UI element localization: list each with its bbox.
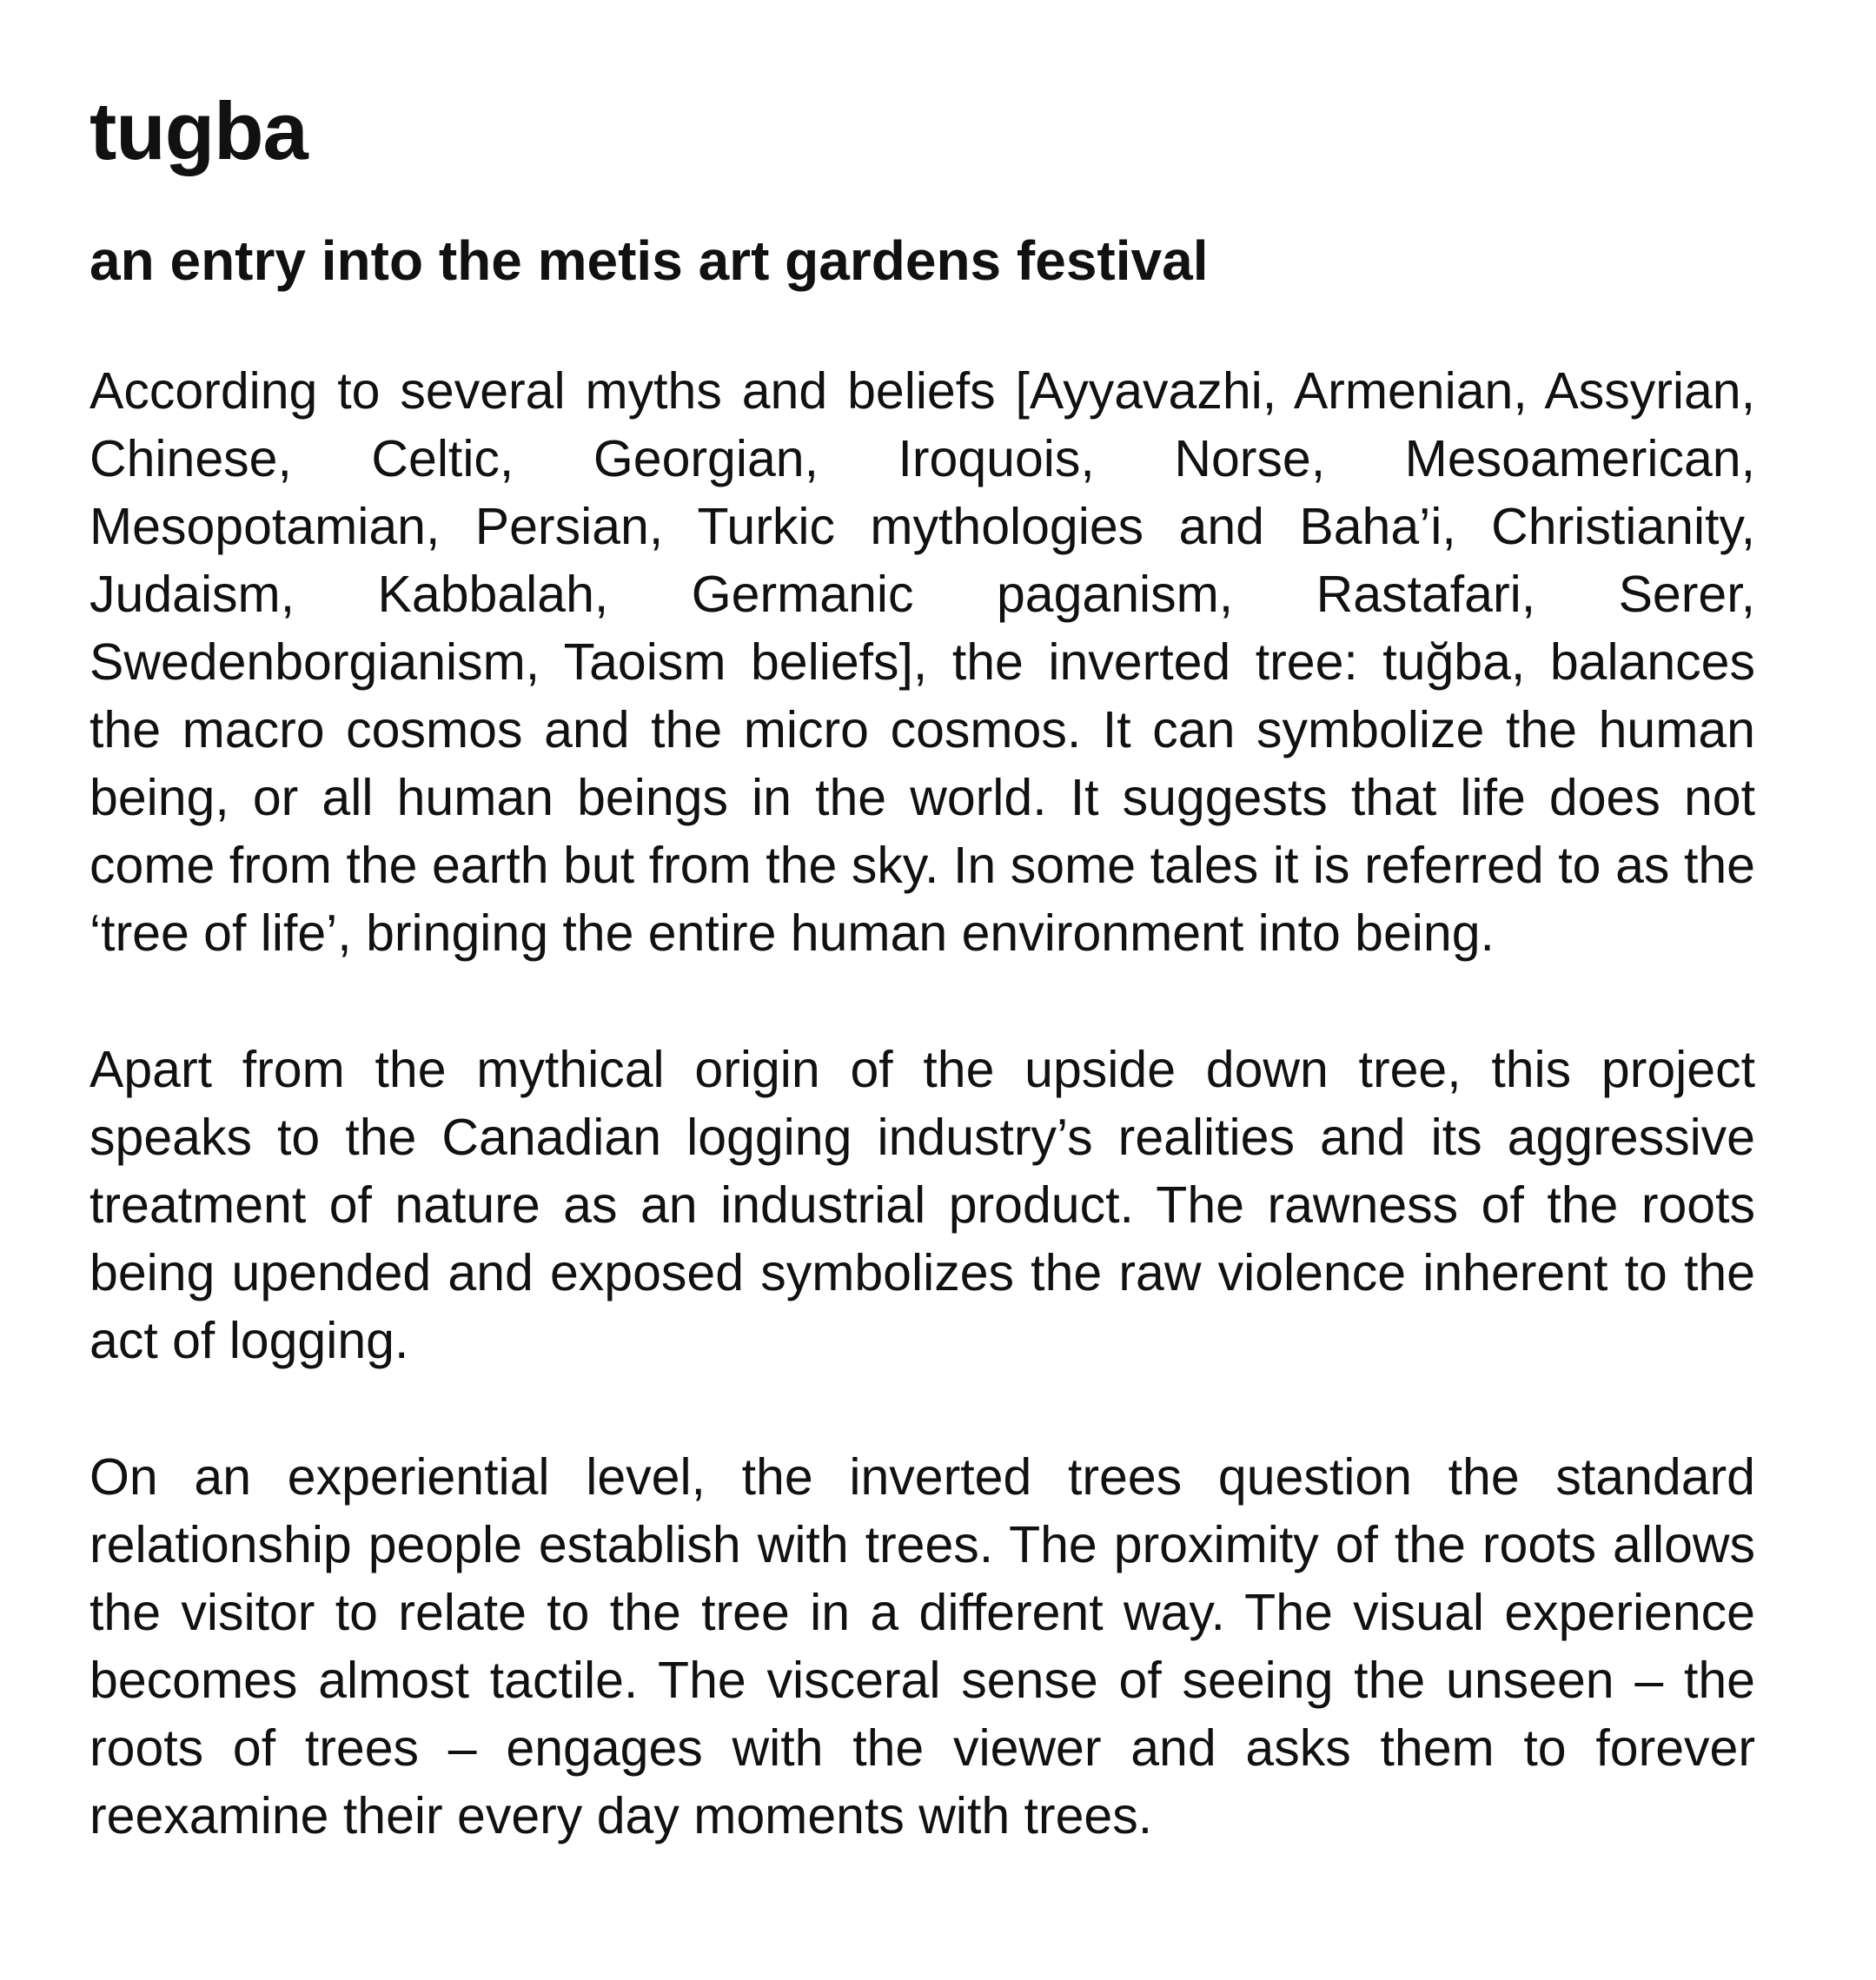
page-subtitle: an entry into the metis art gardens festival xyxy=(89,229,1209,292)
document-page xyxy=(89,83,1755,1850)
paragraph-experience: On an experiential level, the inverted trees question the standard relationship people establish with trees. The proximity of the roots allows the visitor to relate to the tree in a different way. The visual experience becomes almost tactile. The visceral sense of seeing the unseen – the roots of trees – engages with the viewer and asks them to forever reexamine their every day moments with trees. xyxy=(89,1448,1755,1844)
page-title: tugba xyxy=(89,85,308,176)
paragraph-myths: According to several myths and beliefs [Ayyavazhi, Armenian, Assyrian, Chinese, Celtic, Georgian, Iroquois, Norse, Mesoamerican, Mesopotamian, Persian, Turkic mythologies and Baha’i, Christianity, Judaism, Kabbalah, Germanic paganism, Rastafari, Serer, Swedenborgianism, Taoism beliefs], the inverted tree: tuğba, balances the macro cosmos and the micro cosmos. It can symbolize the human being, or all human beings in the world. It suggests that life does not come from the earth but from the sky. In some tales it is referred to as the ‘tree of life’, bringing the entire human environment into being. xyxy=(89,362,1755,962)
paragraph-logging: Apart from the mythical origin of the upside down tree, this project speaks to the Canadian logging industry’s realities and its aggressive treatment of nature as an industrial product. The rawness of the roots being upended and exposed symbolizes the raw violence inherent to the act of logging. xyxy=(89,1041,1755,1369)
